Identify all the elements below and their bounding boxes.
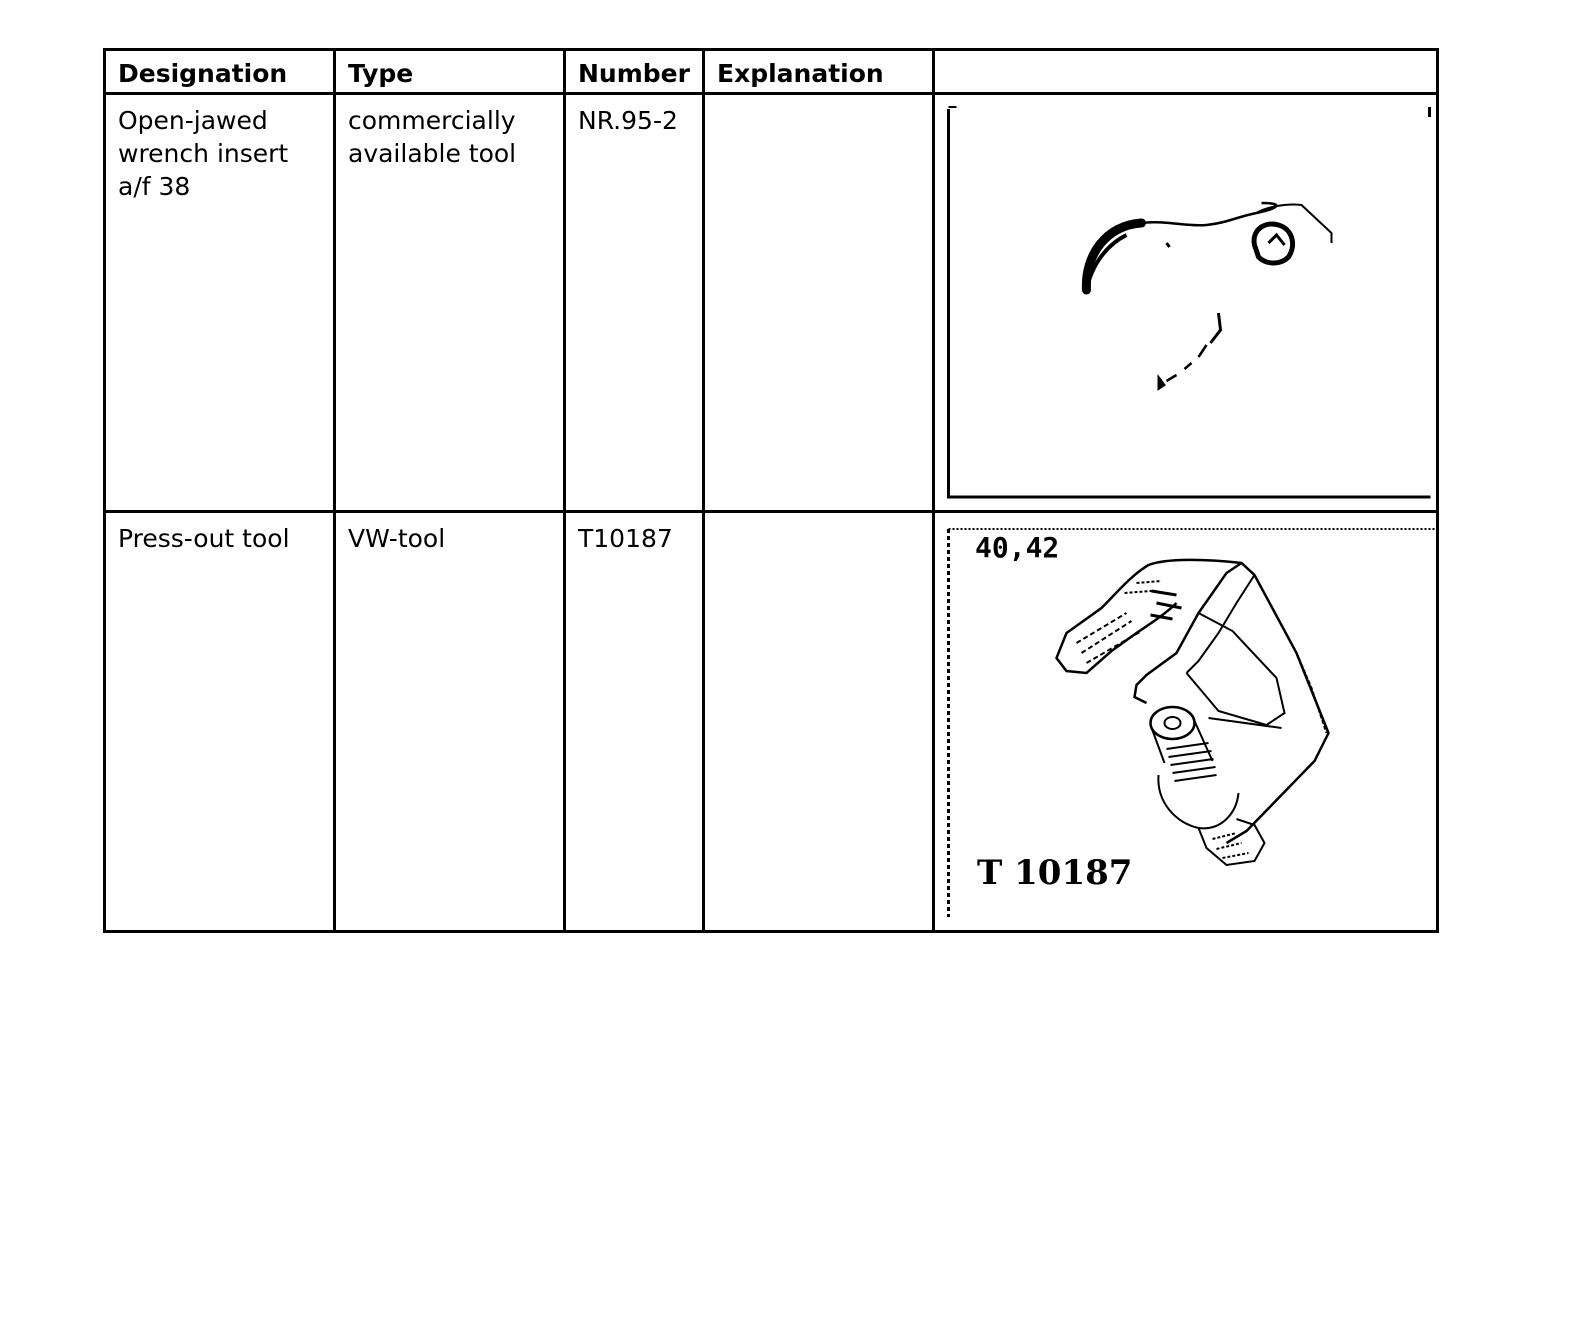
table-row [105, 512, 1438, 932]
open-jawed-wrench-insert-illustration-icon [935, 95, 1436, 510]
header-designation: Designation [105, 50, 335, 94]
table-row [105, 94, 1438, 512]
cell-image [934, 94, 1438, 512]
table-header-row [105, 50, 1438, 94]
cell-number [565, 94, 704, 512]
designation-text: Press-out tool [118, 524, 290, 553]
number-text: NR.95-2 [578, 106, 678, 135]
figure-tool-number-label: T 10187 [977, 853, 1133, 893]
designation-text: Open-jawed wrench insert a/f 38 [118, 106, 289, 201]
cell-type [335, 512, 565, 932]
figure-reference-label: 40,42 [975, 531, 1060, 564]
cell-designation [105, 512, 335, 932]
cell-explanation [704, 94, 934, 512]
type-text: commercially available tool [348, 106, 517, 168]
press-out-tool-illustration-icon [935, 513, 1436, 930]
cell-explanation [704, 512, 934, 932]
header-explanation: Explanation [704, 50, 934, 94]
header-image [934, 50, 1438, 94]
special-tools-table [103, 48, 1439, 933]
cell-number [565, 512, 704, 932]
type-text: VW-tool [348, 524, 446, 553]
cell-image [934, 512, 1438, 932]
header-number: Number [565, 50, 704, 94]
number-text: T10187 [578, 524, 673, 553]
header-type: Type [335, 50, 565, 94]
cell-type [335, 94, 565, 512]
cell-designation [105, 94, 335, 512]
